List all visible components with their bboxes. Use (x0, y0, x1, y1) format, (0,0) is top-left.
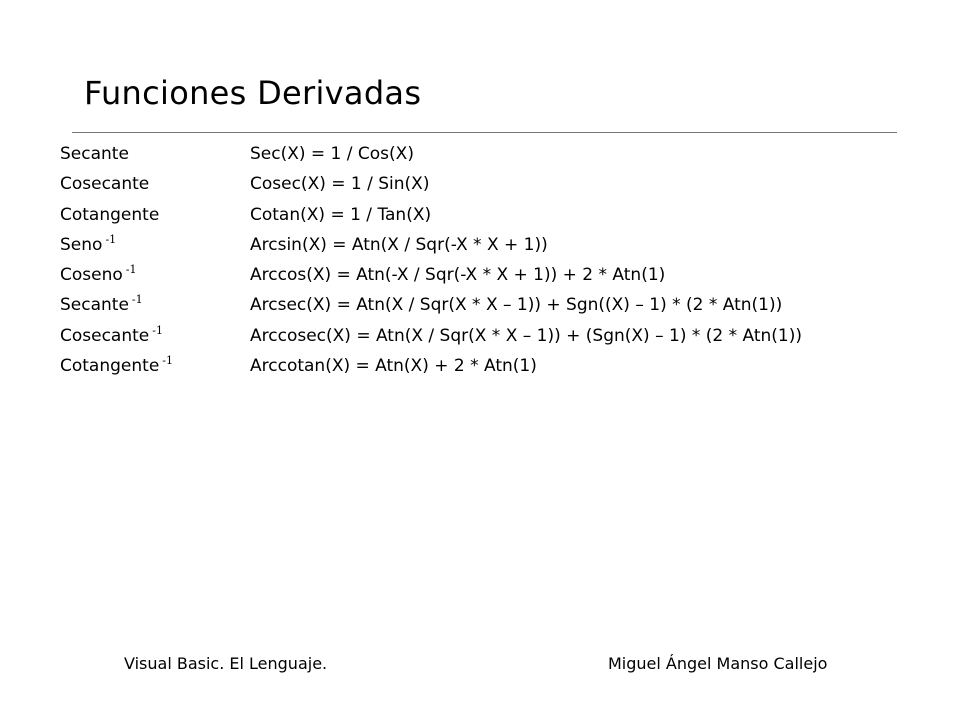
inverse-superscript: -1 (152, 323, 163, 337)
function-name: Seno $^{-1}$ (60, 232, 117, 255)
function-formula: Arccos(X) = Atn(-X / Sqr(-X * X + 1)) + 2 * Atn(1) (250, 265, 666, 286)
function-formula: Cosec(X) = 1 / Sin(X) (250, 174, 430, 195)
inverse-superscript: -1 (162, 354, 173, 368)
slide-title: Funciones Derivadas (84, 74, 422, 112)
function-name: Cotangente $^{-1}$ (60, 354, 173, 377)
inverse-superscript: -1 (125, 263, 137, 277)
function-formula: Arccotan(X) = Atn(X) + 2 * Atn(1) (250, 356, 537, 377)
function-name: Cotangente (60, 204, 160, 225)
function-name: Secante (60, 144, 129, 164)
function-name: Secante $^{-1}$ (60, 293, 143, 316)
function-formula: Sec(X) = 1 / Cos(X) (250, 144, 414, 164)
inverse-superscript: -1 (131, 293, 143, 307)
footer-course-title: Visual Basic. El Lenguaje. (124, 654, 328, 673)
function-formula: Arcsin(X) = Atn(X / Sqr(-X * X + 1)) (250, 234, 548, 255)
function-formula: Cotan(X) = 1 / Tan(X) (250, 204, 432, 225)
function-name: Coseno $^{-1}$ (60, 263, 137, 286)
function-formula: Arcsec(X) = Atn(X / Sqr(X * X – 1)) + Sgn((X) – 1) * (2 * Atn(1)) (250, 295, 783, 316)
function-name: Cosecante (60, 174, 150, 195)
footer-author: Miguel Ángel Manso Callejo (608, 654, 828, 673)
function-formula: Arccosec(X) = Atn(X / Sqr(X * X – 1)) + (Sgn(X) – 1) * (2 * Atn(1)) (250, 325, 802, 346)
function-name: Cosecante $^{-1}$ (60, 323, 163, 346)
title-divider (72, 132, 897, 133)
inverse-superscript: -1 (105, 232, 117, 246)
